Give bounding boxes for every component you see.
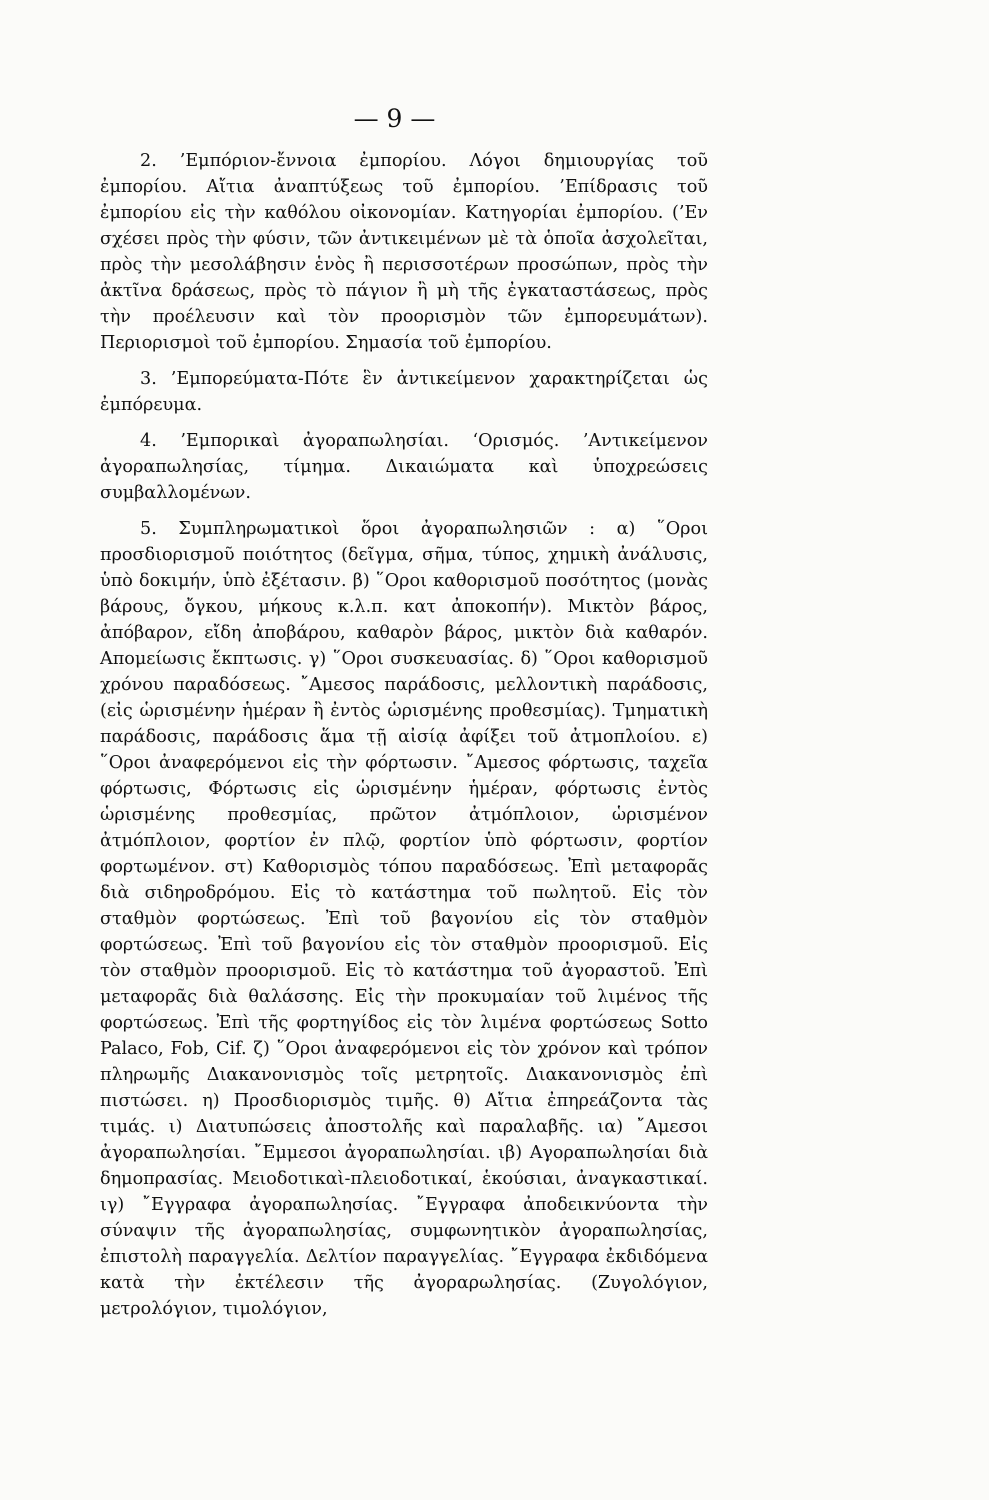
section-4-paragraph: 4. ’Εμπορικαὶ ἀγοραπωλησίαι. ‘Ορισμός. ’Αντικείμενον ἀγοραπωλησίας, τίμημα. Δικαιώματα καὶ ὑποχρεώσεις συμβαλλομένων. <box>100 431 708 503</box>
page-number: — 9 — <box>353 104 436 133</box>
text-column <box>100 148 708 1322</box>
section-2-paragraph: 2. ’Εμπόριον-ἔννοια ἐμπορίου. Λόγοι δημιουργίας τοῦ ἐμπορίου. Αἴτια ἀναπτύξεως τοῦ ἐμπορίου. ’Επίδρασις τοῦ ἐμπορίου εἰς τὴν καθόλου οἰκονομίαν. Κατηγορίαι ἐμπορίου. (’Εν σχέσει πρὸς τὴν φύσιν, τῶν ἀντικειμένων μὲ τὰ ὁποῖα ἀσχολεῖται, πρὸς τὴν μεσολάβησιν ἑνὸς ἢ περισσοτέρων προσώπων, πρὸς τὴν ἀκτῖνα δράσεως, πρὸς τὸ πάγιον ἢ μὴ τῆς ἐγκαταστάσεως, πρὸς τὴν προέλευσιν καὶ τὸν προορισμὸν τῶν ἐμπορευμάτων). Περιορισμοὶ τοῦ ἐμπορίου. Σημασία τοῦ ἐμπορίου. <box>100 151 708 353</box>
section-5-paragraph: 5. Συμπληρωματικοὶ ὅροι ἀγοραπωλησιῶν : α) ῞Οροι προσδιορισμοῦ ποιότητος (δεῖγμα, σῆμα, τύπος, χημικὴ ἀνάλυσις, ὑπὸ δοκιμήν, ὑπὸ ἐξέτασιν. β) ῞Οροι καθορισμοῦ ποσότητος (μονὰς βάρους, ὄγκου, μήκους κ.λ.π. κατ ἀποκοπήν). Μικτὸν βάρος, ἀπόβαρον, εἴδη ἀποβάρου, καθαρὸν βάρος, μικτὸν διὰ καθαρόν. Απομείωσις ἔκπτωσις. γ) ῞Οροι συσκευασίας. δ) ῞Οροι καθορισμοῦ χρόνου παραδόσεως. ῎Αμεσος παράδοσις, μελλοντικὴ παράδοσις, (εἰς ὡρισμένην ἡμέραν ἢ ἐντὸς ὡρισμένης προθεσμίας). Τμηματικὴ παράδοσις, παράδοσις ἅμα τῇ αἰσίᾳ ἀφίξει τοῦ ἀτμοπλοίου. ε) ῞Οροι ἀναφερόμενοι εἰς τὴν φόρτωσιν. ῎Αμεσος φόρτωσις, ταχεῖα φόρτωσις, Φόρτωσις εἰς ὡρισμένην ἡμέραν, φόρτωσις ἐντὸς ὡρισμένης προθεσμίας, πρῶτον ἀτμόπλοιον, ὡρισμένον ἀτμόπλοιον, φορτίον ἐν πλῷ, φορτίον ὑπὸ φόρτωσιν, φορτίον φορτωμένον. στ) Καθορισμὸς τόπου παραδόσεως. Ἐπὶ μεταφορᾶς διὰ σιδηροδρόμου. Εἰς τὸ κατάστημα τοῦ πωλητοῦ. Εἰς τὸν σταθμὸν φορτώσεως. Ἐπὶ τοῦ βαγονίου εἰς τὸν σταθμὸν φορτώσεως. Ἐπὶ τοῦ βαγονίου εἰς τὸν σταθμὸν προορισμοῦ. Εἰς τὸν σταθμὸν προορισμοῦ. Εἰς τὸ κατάστημα τοῦ ἀγοραστοῦ. Ἐπὶ μεταφορᾶς διὰ θαλάσσης. Εἰς τὴν προκυμαίαν τοῦ λιμένος τῆς φορτώσεως. Ἐπὶ τῆς φορτηγίδος εἰς τὸν λιμένα φορτώσεως Sotto Palaco, Fob, Cif. ζ) ῞Οροι ἀναφερόμενοι εἰς τὸν χρόνον καὶ τρόπον πληρωμῆς Διακανονισμὸς τοῖς μετρητοῖς. Διακανονισμὸς ἐπὶ πιστώσει. η) Προσδιορισμὸς τιμῆς. θ) Αἴτια ἐπηρεάζοντα τὰς τιμάς. ι) Διατυπώσεις ἀποστολῆς καὶ παραλαβῆς. ια) ῎Αμεσοι ἀγοραπωλησίαι. ῎Εμμεσοι ἀγοραπωλησίαι. ιβ) Αγοραπωλησίαι διὰ δημοπρασίας. Μειοδοτικαὶ-πλειοδοτικαί, ἑκούσιαι, ἀναγκαστικαί. ιγ) ῎Εγγραφα ἀγοραπωλησίας. ῎Εγγραφα ἀποδεικνύοντα τὴν σύναψιν τῆς ἀγοραπωλησίας, συμφωνητικὸν ἀγοραπωλησίας, ἐπιστολὴ παραγγελία. Δελτίον παραγγελίας. ῎Εγγραφα ἐκδιδόμενα κατὰ τὴν ἐκτέλεσιν τῆς ἀγοραρωλησίας. (Ζυγολόγιον, μετρολόγιον, τιμολόγιον, <box>100 519 708 1319</box>
section-3-paragraph: 3. ’Εμπορεύματα-Πότε ἓν ἀντικείμενον χαρακτηρίζεται ὡς ἐμπόρευμα. <box>100 369 708 415</box>
